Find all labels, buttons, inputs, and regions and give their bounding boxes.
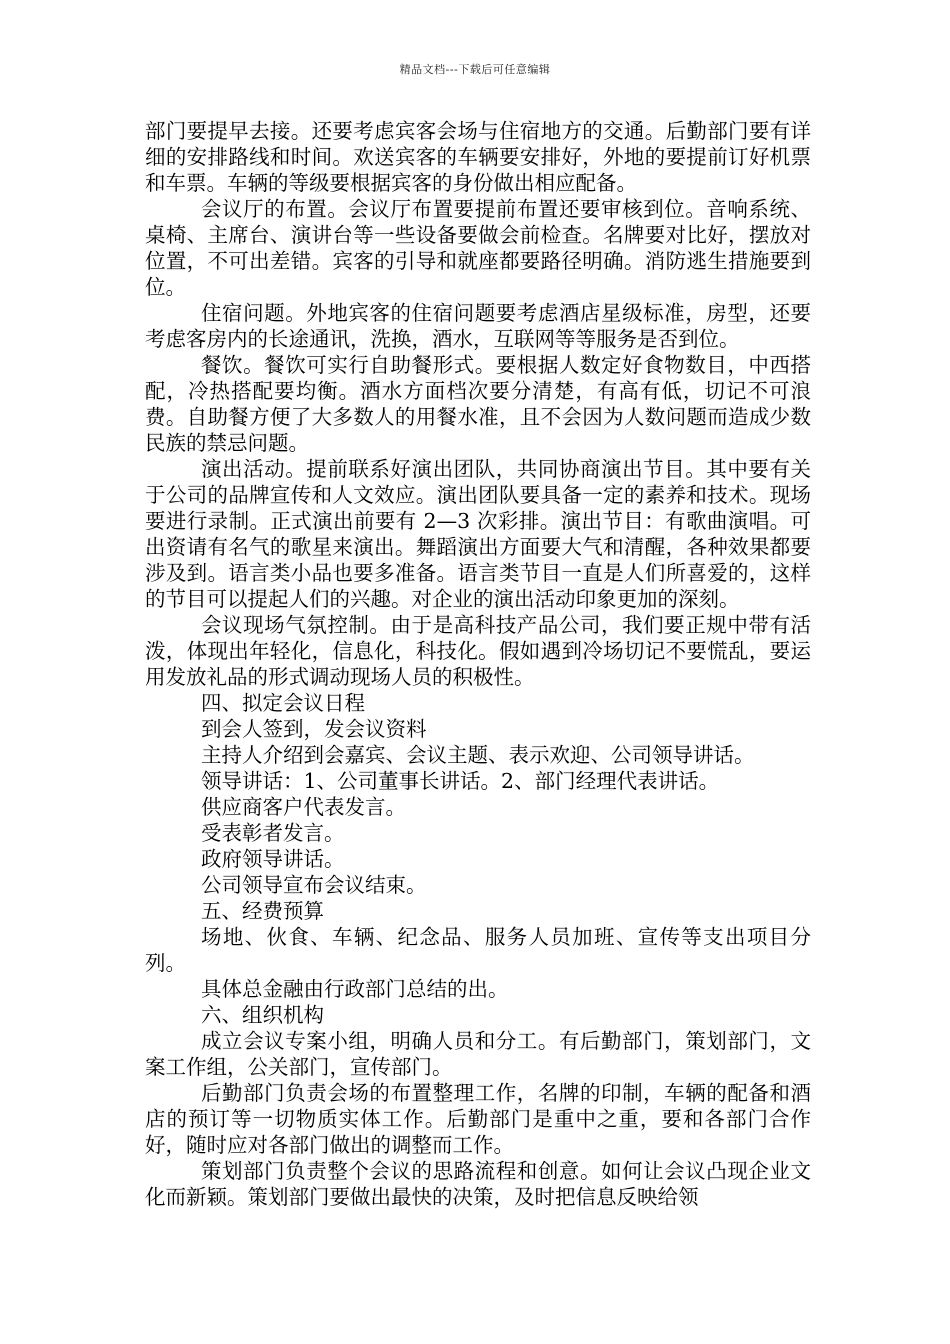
paragraph: 场地、伙食、车辆、纪念品、服务人员加班、宣传等支出项目分列。 [145,925,811,975]
agenda-item: 政府领导讲话。 [201,847,345,871]
agenda-item: 主持人介绍到会嘉宾、会议主题、表示欢迎、公司领导讲话。 [201,743,755,767]
section-heading: 六、组织机构 [201,1003,324,1027]
paragraph: 策划部门负责整个会议的思路流程和创意。如何让会议凸现企业文化而新颖。策划部门要做出最快的决策，及时把信息反映给领 [145,1159,811,1209]
agenda-item: 公司领导宣布会议结束。 [201,873,427,897]
paragraph: 后勤部门负责会场的布置整理工作，名牌的印制，车辆的配备和酒店的预订等一切物质实体工作。后勤部门是重中之重，要和各部门合作好，随时应对各部门做出的调整而工作。 [145,1081,811,1157]
paragraph: 演出活动。提前联系好演出团队，共同协商演出节目。其中要有关于公司的品牌宣传和人文效应。演出团队要具备一定的素养和技术。现场要进行录制。正式演出前要有 2—3 次彩排。演出节目：有歌曲演唱。可出资请有名气的歌星来演出。舞蹈演出方面要大气和清醒，各种效果都要涉及到。语言类小品也要多准备。语言类节目一直是人们所喜爱的，这样的节目可以提起人们的兴趣。对企业的演出活动印象更加的深刻。 [145,457,811,611]
agenda-item: 领导讲话：1、公司董事长讲话。2、部门经理代表讲话。 [201,769,720,793]
section-heading: 四、拟定会议日程 [201,691,365,715]
agenda-item: 受表彰者发言。 [201,821,345,845]
agenda-item: 到会人签到，发会议资料 [201,717,427,741]
paragraph: 会议厅的布置。会议厅布置要提前布置还要审核到位。音响系统、桌椅、主席台、演讲台等一些设备要做会前检查。名牌要对比好，摆放对位置，不可出差错。宾客的引导和就座都要路径明确。消防逃生措施要到位。 [145,197,811,299]
document-body [145,118,811,1210]
section-heading: 五、经费预算 [201,899,324,923]
paragraph: 部门要提早去接。还要考虑宾客会场与住宿地方的交通。后勤部门要有详细的安排路线和时间。欢送宾客的车辆要安排好，外地的要提前订好机票和车票。车辆的等级要根据宾客的身份做出相应配备。 [145,119,811,195]
paragraph: 会议现场气氛控制。由于是高科技产品公司，我们要正规中带有活泼，体现出年轻化，信息化，科技化。假如遇到冷场切记不要慌乱，要运用发放礼品的形式调动现场人员的积极性。 [145,613,811,689]
paragraph: 成立会议专案小组，明确人员和分工。有后勤部门，策划部门，文案工作组，公关部门，宣传部门。 [145,1029,811,1079]
agenda-item: 供应商客户代表发言。 [201,795,406,819]
paragraph: 具体总金融由行政部门总结的出。 [201,977,509,1001]
paragraph: 餐饮。餐饮可实行自助餐形式。要根据人数定好食物数目，中西搭配，冷热搭配要均衡。酒水方面档次要分清楚，有高有低，切记不可浪费。自助餐方便了大多数人的用餐水准，且不会因为人数问题而造成少数民族的禁忌问题。 [145,353,811,455]
page-header: 精品文档---下载后可任意编辑 [399,63,551,76]
paragraph: 住宿问题。外地宾客的住宿问题要考虑酒店星级标准，房型，还要考虑客房内的长途通讯，洗换，酒水，互联网等等服务是否到位。 [145,301,811,351]
